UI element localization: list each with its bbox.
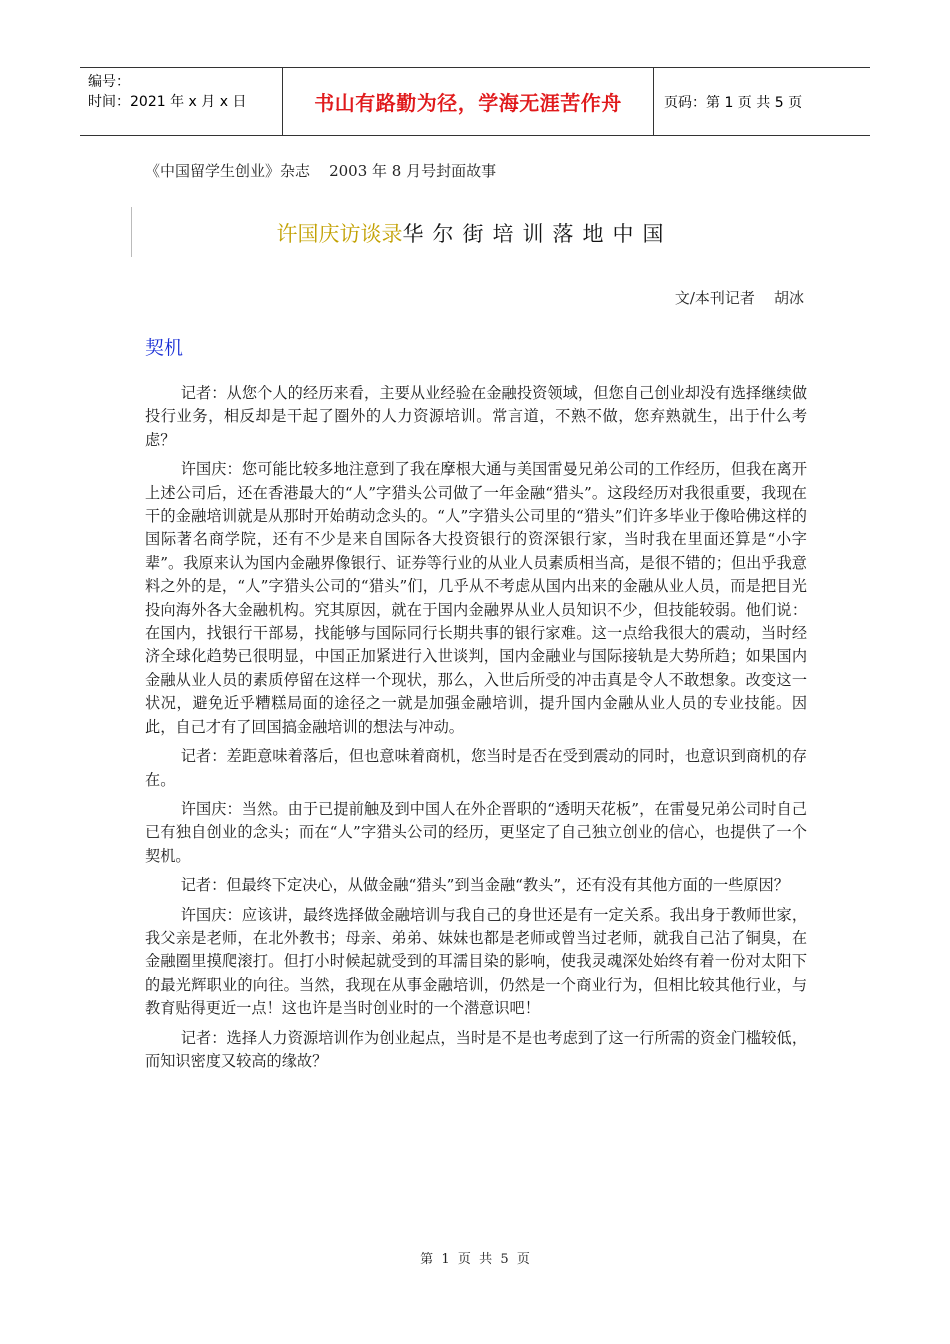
paragraph: 记者：差距意味着落后，但也意味着商机，您当时是否在受到震动的同时，也意识到商机的存在。 <box>145 747 807 789</box>
header-meta <box>80 68 282 135</box>
article-source: 《中国留学生创业》杂志 2003 年 8 月号封面故事 <box>145 162 497 180</box>
section-heading: 契机 <box>145 337 184 359</box>
article-byline: 文/本刊记者 胡冰 <box>674 289 804 307</box>
document-time-label: 时间：2021 年 x 月 x 日 <box>88 94 247 110</box>
paragraph: 记者：但最终下定决心，从做金融“猎头”到当金融“教头”，还有没有其他方面的一些原因？ <box>180 876 789 895</box>
article-body <box>145 382 807 1079</box>
header-page-info: 页码：第 1 页 共 5 页 <box>664 94 803 111</box>
paragraph: 许国庆：当然。由于已提前触及到中国人在外企晋职的“透明天花板”，在雷曼兄弟公司时自己已有独自创业的念头；而在“人”字猎头公司的经历，更坚定了自己独立创业的信心，也提供了一个契机。 <box>145 799 807 865</box>
paragraph: 许国庆：应该讲，最终选择做金融培训与我自己的身世还是有一定关系。我出身于教师世家，我父亲是老师，在北外教书；母亲、弟弟、妹妹也都是老师或曾当过老师，就我自己沾了铜臭，在金融圈里摸爬滚打。但打小时候起就受到的耳濡目染的影响，使我灵魂深处始终有着一份对太阳下的最光辉职业的向往。当然，我现在从事金融培训，仍然是一个商业行为，但相比较其他行业，与教育贴得更近一点！这也许是当时创业时的一个潜意识吧！ <box>145 905 807 1018</box>
document-number-label: 编号： <box>88 74 130 90</box>
page-footer: 第 1 页 共 5 页 <box>420 1252 530 1267</box>
article-title-main: 华尔街培训落地中国 <box>402 222 673 246</box>
article-title-highlight: 许国庆访谈录 <box>276 222 403 246</box>
article-title <box>132 218 817 248</box>
header-motto: 书山有路勤为径，学海无涯苦作舟 <box>282 68 654 135</box>
paragraph: 许国庆：您可能比较多地注意到了我在摩根大通与美国雷曼兄弟公司的工作经历，但我在离开上述公司后，还在香港最大的“人”字猎头公司做了一年金融“猎头”。这段经历对我很重要，我现在干的金融培训就是从那时开始萌动念头的。“人”字猎头公司里的“猎头”们许多毕业于像哈佛这样的国际著名商学院，还有不少是来自国际各大投资银行的资深银行家，当时我在里面还算是“小字辈”。我原来认为国内金融界像银行、证券等行业的从业人员素质相当高，是很不错的；但出乎我意料之外的是，“人”字猎头公司的“猎头”们，几乎从不考虑从国内出来的金融从业人员，而是把目光投向海外各大金融机构。究其原因，就在于国内金融界从业人员知识不少，但技能较弱。他们说：在国内，找银行干部易，找能够与国际同行长期共事的银行家难。这一点给我很大的震动，当时经济全球化趋势已很明显，中国正加紧进行入世谈判，国内金融业与国际接轨是大势所趋；如果国内金融从业人员的素质停留在这样一个现状，那么，入世后所受的冲击真是令人不敢想象。改变这一状况，避免近乎糟糕局面的途径之一就是加强金融培训，提升国内金融从业人员的专业技能。因此，自己才有了回国搞金融培训的想法与冲动。 <box>145 460 807 736</box>
header-table <box>80 67 870 136</box>
paragraph: 记者：从您个人的经历来看，主要从业经验在金融投资领域，但您自己创业却没有选择继续做投行业务，相反却是干起了圈外的人力资源培训。常言道，不熟不做，您弃熟就生，出于什么考虑？ <box>145 384 807 449</box>
paragraph: 记者：选择人力资源培训作为创业起点，当时是不是也考虑到了这一行所需的资金门槛较低，而知识密度又较高的缘故？ <box>145 1028 807 1070</box>
